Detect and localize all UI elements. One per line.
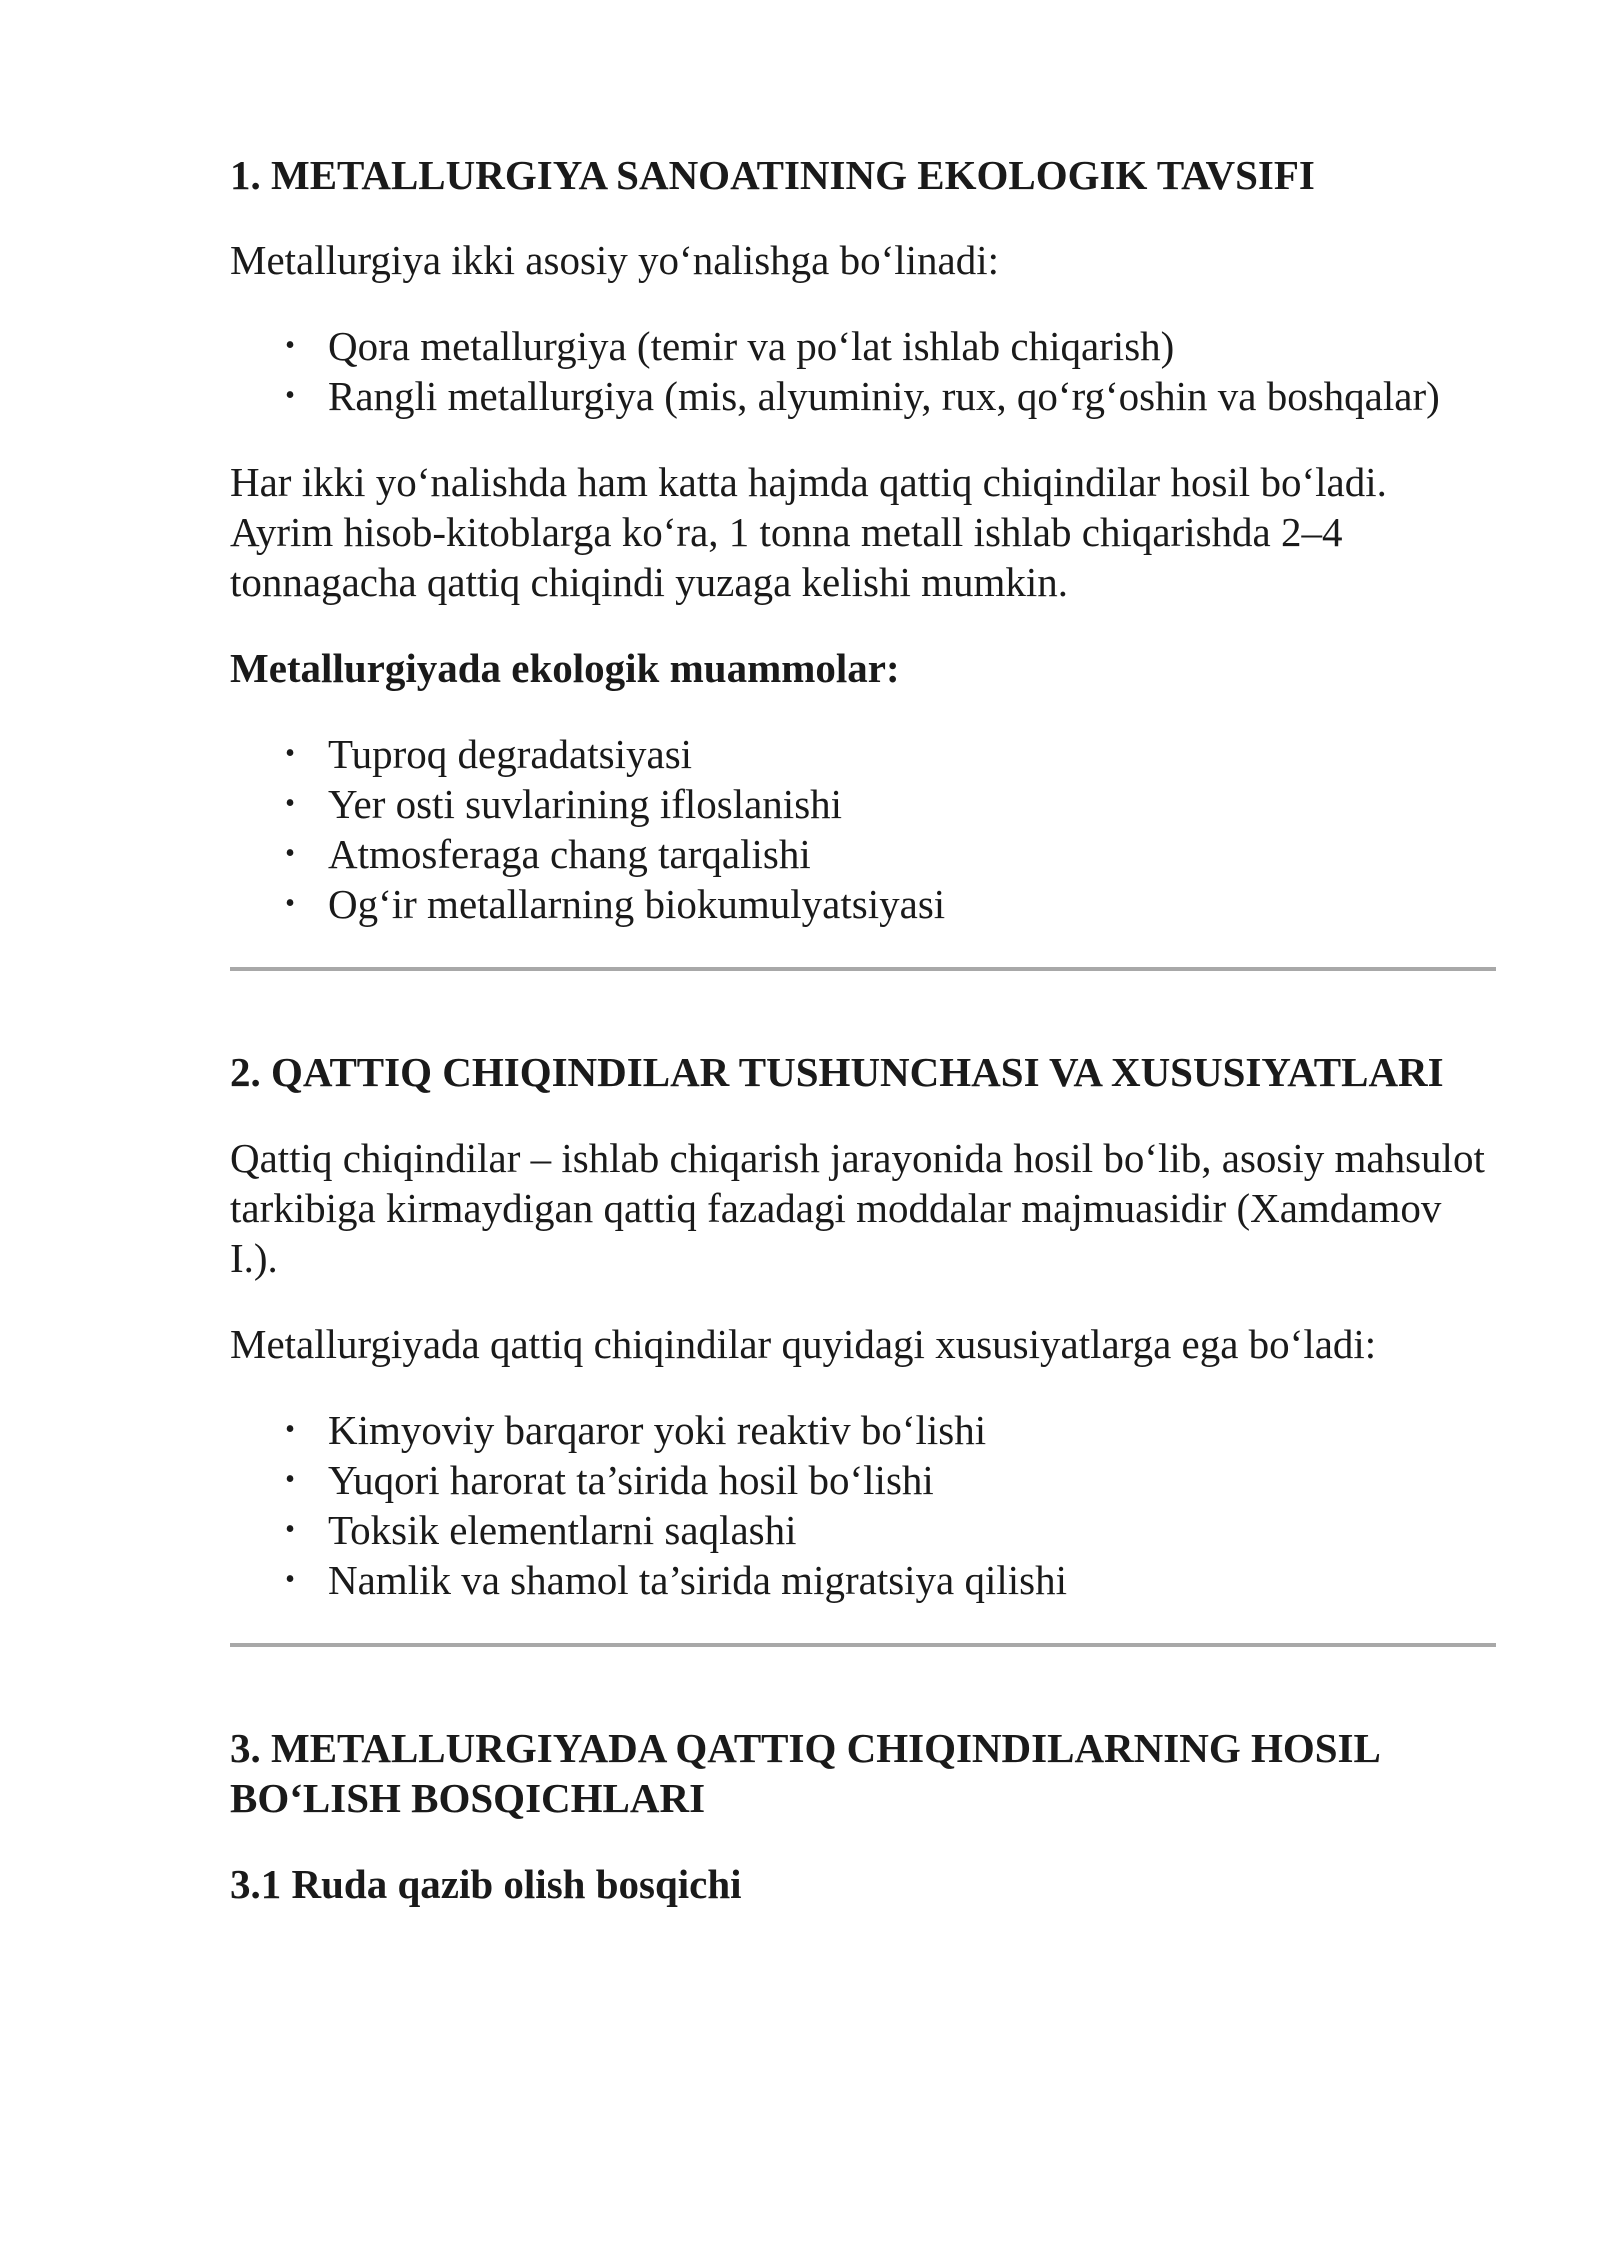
section-divider bbox=[230, 1643, 1496, 1647]
section-1-subheading: Metallurgiyada ekologik muammolar: bbox=[230, 645, 900, 691]
section-3-subheading: 3.1 Ruda qazib olish bosqichi bbox=[230, 1861, 742, 1907]
section-2-paragraph-1: Qattiq chiqindilar – ishlab chiqarish jarayonida hosil bo‘lib, asosiy mahsulot tarkibiga kirmaydigan qattiq fazadagi moddalar majmuasidir (Xamdamov I.). bbox=[230, 1135, 1485, 1281]
list-item: • Yer osti suvlarining ifloslanishi bbox=[230, 779, 1496, 829]
bullet-icon: • bbox=[285, 330, 295, 361]
section-2-heading: 2. QATTIQ CHIQINDILAR TUSHUNCHASI VA XUSUSIYATLARI bbox=[230, 1049, 1444, 1095]
bullet-icon: • bbox=[285, 788, 295, 819]
list-item: • Namlik va shamol ta’sirida migratsiya qilishi bbox=[230, 1555, 1496, 1605]
list-item: • Rangli metallurgiya (mis, alyuminiy, rux, qo‘rg‘oshin va boshqalar) bbox=[230, 371, 1496, 421]
section-1-intro: Metallurgiya ikki asosiy yo‘nalishga bo‘linadi: bbox=[230, 237, 1000, 283]
document-page bbox=[230, 150, 1496, 1909]
section-2 bbox=[230, 1047, 1496, 1605]
section-3-heading: 3. METALLURGIYADA QATTIQ CHIQINDILARNING HOSIL BO‘LISH BOSQICHLARI bbox=[230, 1725, 1379, 1821]
waste-properties-list bbox=[230, 1405, 1496, 1605]
bullet-icon: • bbox=[285, 738, 295, 769]
section-divider bbox=[230, 967, 1496, 971]
list-item: • Kimyoviy barqaror yoki reaktiv bo‘lishi bbox=[230, 1405, 1496, 1455]
bullet-icon: • bbox=[285, 1514, 295, 1545]
list-item: • Og‘ir metallarning biokumulyatsiyasi bbox=[230, 879, 1496, 929]
list-item: • Tuproq degradatsiyasi bbox=[230, 729, 1496, 779]
list-item: • Qora metallurgiya (temir va po‘lat ishlab chiqarish) bbox=[230, 321, 1496, 371]
list-item: • Atmosferaga chang tarqalishi bbox=[230, 829, 1496, 879]
bullet-icon: • bbox=[285, 1414, 295, 1445]
ecological-problems-list bbox=[230, 729, 1496, 929]
section-3 bbox=[230, 1723, 1496, 1909]
metallurgy-types-list bbox=[230, 321, 1496, 421]
list-item: • Toksik elementlarni saqlashi bbox=[230, 1505, 1496, 1555]
bullet-icon: • bbox=[285, 1564, 295, 1595]
bullet-icon: • bbox=[285, 838, 295, 869]
section-2-paragraph-2: Metallurgiyada qattiq chiqindilar quyidagi xususiyatlarga ega bo‘ladi: bbox=[230, 1321, 1377, 1367]
section-1 bbox=[230, 150, 1496, 929]
bullet-icon: • bbox=[285, 888, 295, 919]
bullet-icon: • bbox=[285, 1464, 295, 1495]
bullet-icon: • bbox=[285, 380, 295, 411]
section-1-paragraph: Har ikki yo‘nalishda ham katta hajmda qattiq chiqindilar hosil bo‘ladi. Ayrim hisob-kitoblarga ko‘ra, 1 tonna metall ishlab chiqarishda 2–4 tonnagacha qattiq chiqindi yuzaga kelishi mumkin. bbox=[230, 459, 1387, 605]
section-1-heading: 1. METALLURGIYA SANOATINING EKOLOGIK TAVSIFI bbox=[230, 152, 1315, 198]
list-item: • Yuqori harorat ta’sirida hosil bo‘lishi bbox=[230, 1455, 1496, 1505]
